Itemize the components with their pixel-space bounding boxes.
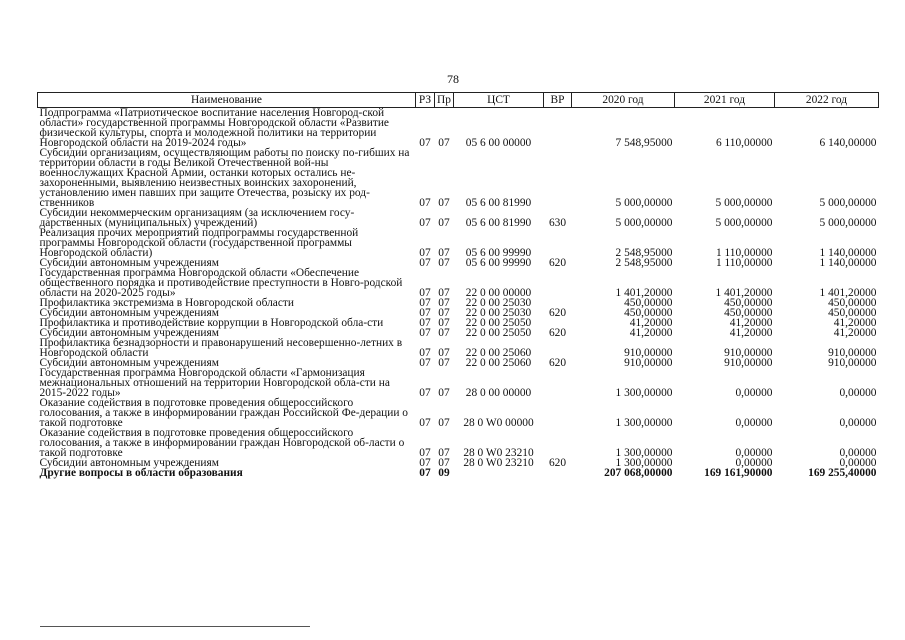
row-name: Субсидии автономным учреждениям	[39, 357, 219, 369]
row-vr: 620	[548, 307, 567, 319]
row-name: Профилактика экстремизма в Новгородской области	[39, 297, 294, 309]
row-cst: 28 0 W0 23210	[463, 457, 534, 469]
row-value-2022: 0,00000	[839, 417, 877, 429]
row-value-2022: 1 140,00000	[819, 247, 877, 259]
row-value-2021: 450,00000	[724, 297, 773, 309]
row-value-2020: 2 548,95000	[615, 247, 673, 259]
row-rz: 07	[419, 467, 431, 479]
row-value-2021: 0,00000	[735, 417, 773, 429]
header-2022: 2022 год	[775, 93, 879, 108]
row-vr: 620	[548, 327, 567, 339]
row-value-2022: 1 401,20000	[819, 287, 877, 299]
row-cst: 28 0 00 00000	[465, 387, 532, 399]
row-name: Реализация прочих мероприятий подпрограммы государственной программы Новгородской области (государственной программы Новгородской области)	[39, 227, 359, 259]
row-value-2022: 5 000,00000	[819, 217, 877, 229]
row-value-2020: 1 300,00000	[615, 457, 673, 469]
row-vr	[544, 398, 572, 428]
row-name: Субсидии некоммерческим организациям (за исключением госу-дарственных (муниципальных) учреждений)	[39, 207, 355, 229]
table-header-row	[38, 93, 879, 108]
row-vr: 620	[548, 257, 567, 269]
row-value-2021: 910,00000	[724, 347, 773, 359]
row-cst: 22 0 00 25050	[465, 317, 532, 329]
row-cst: 28 0 W0 00000	[463, 417, 534, 429]
row-cst: 05 6 00 99990	[465, 247, 532, 259]
row-pr: 07	[438, 287, 450, 299]
header-name: Наименование	[38, 93, 416, 108]
row-value-2021: 41,20000	[729, 317, 773, 329]
row-value-2022: 5 000,00000	[819, 197, 877, 209]
row-cst: 22 0 00 25060	[465, 357, 532, 369]
row-rz: 07	[419, 297, 431, 309]
row-vr: 620	[548, 457, 567, 469]
row-cst: 05 6 00 81990	[465, 217, 532, 229]
row-rz: 07	[419, 257, 431, 269]
row-value-2020: 41,20000	[629, 327, 673, 339]
header-2020: 2020 год	[572, 93, 675, 108]
row-value-2020: 5 000,00000	[615, 197, 673, 209]
row-pr: 07	[438, 197, 450, 209]
row-vr	[544, 428, 572, 458]
row-rz: 07	[419, 327, 431, 339]
row-value-2020: 910,00000	[624, 347, 673, 359]
row-value-2020: 7 548,95000	[615, 137, 673, 149]
row-value-2021: 6 110,00000	[715, 137, 773, 149]
row-pr: 07	[438, 307, 450, 319]
row-vr: 620	[548, 357, 567, 369]
header-rz: РЗ	[416, 93, 435, 108]
row-value-2021: 910,00000	[724, 357, 773, 369]
table-row	[38, 428, 879, 458]
row-value-2020: 450,00000	[624, 307, 673, 319]
row-value-2020: 1 300,00000	[615, 387, 673, 399]
row-rz: 07	[419, 417, 431, 429]
row-rz: 07	[419, 197, 431, 209]
row-value-2022: 41,20000	[833, 317, 877, 329]
row-rz: 07	[419, 317, 431, 329]
header-pr: Пр	[435, 93, 454, 108]
row-value-2022: 0,00000	[839, 447, 877, 459]
table-body	[38, 108, 879, 479]
table-row	[38, 268, 879, 298]
row-vr	[544, 338, 572, 358]
row-pr: 07	[438, 357, 450, 369]
row-cst: 22 0 00 00000	[465, 287, 532, 299]
table-row	[38, 368, 879, 398]
row-cst: 05 6 00 99990	[465, 257, 532, 269]
row-vr	[544, 148, 572, 208]
row-rz: 07	[419, 307, 431, 319]
row-value-2021: 5 000,00000	[715, 197, 773, 209]
row-value-2022: 6 140,00000	[819, 137, 877, 149]
row-name: Оказание содействия в подготовке проведения общероссийского голосования, а также в информировании граждан Новгородской об-ласти о такой подготовке	[39, 427, 405, 459]
row-rz: 07	[419, 287, 431, 299]
row-rz: 07	[419, 357, 431, 369]
header-cst: ЦСТ	[454, 93, 544, 108]
row-name: Государственная программа Новгородской области «Гармонизация межнациональных отношений на территории Новгородской обла-сти на 2015-2022 годы»	[39, 367, 390, 399]
row-value-2020: 910,00000	[624, 357, 673, 369]
row-name: Государственная программа Новгородской области «Обеспечение общественного порядка и противодействие преступности в Новго-родской области на 2020-2025 годы»	[39, 267, 403, 299]
row-value-2021: 0,00000	[735, 457, 773, 469]
row-value-2021: 169 161,90000	[704, 467, 773, 479]
row-value-2021: 1 110,00000	[715, 247, 773, 259]
row-rz: 07	[419, 447, 431, 459]
row-value-2022: 0,00000	[839, 457, 877, 469]
row-value-2022: 910,00000	[828, 347, 877, 359]
row-vr	[544, 268, 572, 298]
row-value-2021: 0,00000	[735, 447, 773, 459]
row-vr	[544, 368, 572, 398]
row-name: Профилактика безнадзорности и правонарушений несовершенно-летних в Новгородской области	[39, 337, 403, 359]
row-value-2021: 5 000,00000	[715, 217, 773, 229]
row-cst: 22 0 00 25060	[465, 347, 532, 359]
footer-divider	[40, 626, 310, 627]
row-value-2022: 450,00000	[828, 307, 877, 319]
row-value-2022: 1 140,00000	[819, 257, 877, 269]
budget-table	[37, 92, 879, 478]
row-value-2021: 41,20000	[729, 327, 773, 339]
row-value-2020: 5 000,00000	[615, 217, 673, 229]
row-name: Другие вопросы в области образования	[39, 467, 243, 479]
row-vr: 630	[548, 217, 567, 229]
row-pr: 07	[438, 417, 450, 429]
row-cst: 22 0 00 25050	[465, 327, 532, 339]
row-pr: 07	[438, 297, 450, 309]
row-name: Оказание содействия в подготовке проведения общероссийского голосования, а также в информировании граждан Российской Фе-дерации о такой подготовке	[39, 397, 408, 429]
row-cst: 05 6 00 81990	[465, 197, 532, 209]
row-value-2020: 1 300,00000	[615, 417, 673, 429]
row-vr	[544, 468, 572, 478]
row-value-2020: 450,00000	[624, 297, 673, 309]
row-cst: 05 6 00 00000	[465, 137, 532, 149]
row-cst	[454, 468, 544, 478]
row-rz: 07	[419, 347, 431, 359]
row-vr	[544, 108, 572, 149]
row-cst: 22 0 00 25030	[465, 297, 532, 309]
row-value-2022: 910,00000	[828, 357, 877, 369]
header-vr: ВР	[544, 93, 572, 108]
row-cst: 28 0 W0 23210	[463, 447, 534, 459]
table-row	[38, 208, 879, 228]
row-value-2021: 0,00000	[735, 387, 773, 399]
table-row	[38, 228, 879, 258]
row-name: Субсидии автономным учреждениям	[39, 257, 219, 269]
row-pr: 07	[438, 387, 450, 399]
row-value-2021: 1 110,00000	[715, 257, 773, 269]
row-value-2022: 169 255,40000	[808, 467, 877, 479]
row-name: Субсидии автономным учреждениям	[39, 307, 219, 319]
row-pr: 07	[438, 247, 450, 259]
row-pr: 07	[438, 327, 450, 339]
row-value-2022: 41,20000	[833, 327, 877, 339]
row-pr: 07	[438, 217, 450, 229]
row-pr: 09	[438, 467, 450, 479]
header-2021: 2021 год	[675, 93, 775, 108]
row-pr: 07	[438, 447, 450, 459]
row-pr: 07	[438, 257, 450, 269]
table-row	[38, 398, 879, 428]
row-value-2020: 2 548,95000	[615, 257, 673, 269]
row-cst: 22 0 00 25030	[465, 307, 532, 319]
table-row	[38, 148, 879, 208]
row-pr: 07	[438, 137, 450, 149]
row-rz: 07	[419, 387, 431, 399]
row-name: Субсидии автономным учреждениям	[39, 327, 219, 339]
row-pr: 07	[438, 347, 450, 359]
row-vr	[544, 228, 572, 258]
table-row	[38, 108, 879, 149]
row-value-2021: 1 401,20000	[715, 287, 773, 299]
row-value-2021: 450,00000	[724, 307, 773, 319]
row-pr: 07	[438, 457, 450, 469]
row-pr: 07	[438, 317, 450, 329]
row-value-2020: 41,20000	[629, 317, 673, 329]
row-value-2022: 0,00000	[839, 387, 877, 399]
row-value-2020: 207 068,00000	[604, 467, 673, 479]
row-rz: 07	[419, 457, 431, 469]
row-name: Субсидии автономным учреждениям	[39, 457, 219, 469]
row-value-2020: 1 401,20000	[615, 287, 673, 299]
row-rz: 07	[419, 137, 431, 149]
row-value-2020: 1 300,00000	[615, 447, 673, 459]
row-name: Профилактика и противодействие коррупции в Новгородской обла-сти	[39, 317, 384, 329]
table-row	[38, 468, 879, 478]
page-number: 78	[447, 72, 459, 86]
row-name: Подпрограмма «Патриотическое воспитание населения Новгород-ской области» государственной программы Новгородской области «Развитие физической культуры, спорта и молодежной политики на территории Новгородской области на 2019-2024 годы»	[39, 107, 389, 149]
row-rz: 07	[419, 217, 431, 229]
row-value-2022: 450,00000	[828, 297, 877, 309]
row-name: Субсидии организациям, осуществляющим работы по поиску по-гибших на территории области в годы Великой Отечественной вой-ны военнослужащих Красной Армии, останки которых остались не-захороненными, выявлению неизвестных воинских захоронений, установлению имен павших при защите Отечества, розыску их род-ственников	[39, 147, 410, 209]
row-rz: 07	[419, 247, 431, 259]
table-row	[38, 338, 879, 358]
